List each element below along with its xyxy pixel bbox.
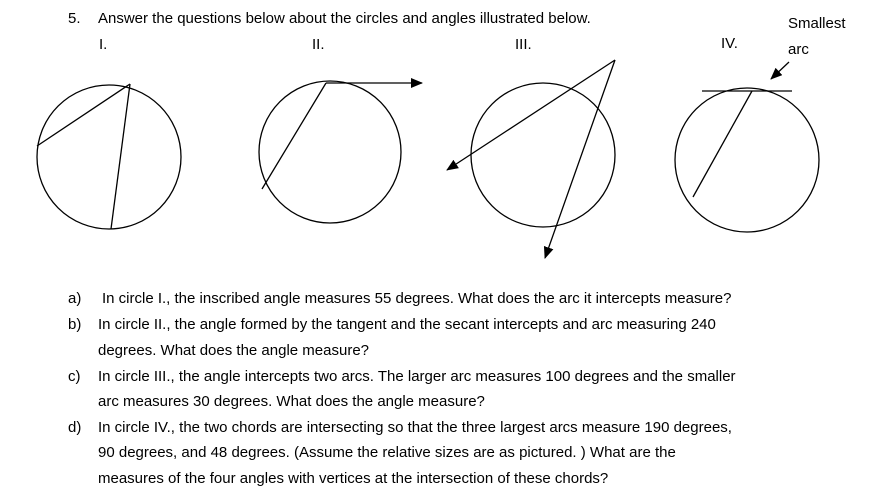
circle-1 — [37, 85, 181, 229]
smallest-arc-pointer — [771, 62, 789, 79]
question-d-line-2: 90 degrees, and 48 degrees. (Assume the relative sizes are as pictured. ) What are the — [98, 444, 676, 461]
circle-1-diagram — [37, 84, 181, 229]
question-b-letter: b) — [68, 316, 82, 333]
problem-number: 5. — [68, 10, 81, 27]
annotation-arc: arc — [788, 41, 809, 58]
circle-3-secant-b — [545, 60, 615, 258]
problem-prompt: Answer the questions below about the circles and angles illustrated below. — [98, 10, 591, 27]
question-d-letter: d) — [68, 419, 82, 436]
circle-2-diagram — [259, 81, 422, 223]
label-circle-3: III. — [515, 36, 532, 53]
question-c-letter: c) — [68, 368, 81, 385]
question-d-line-1: In circle IV., the two chords are intersecting so that the three largest arcs measure 190 degrees, — [98, 419, 732, 436]
circle-1-chord-b — [111, 84, 130, 229]
question-d-line-3: measures of the four angles with vertices at the intersection of these chords? — [98, 470, 609, 487]
circle-3-diagram — [447, 60, 615, 258]
question-a-line-1: In circle I., the inscribed angle measures 55 degrees. What does the arc it intercepts measure? — [102, 290, 732, 307]
label-circle-1: I. — [99, 36, 108, 53]
label-circle-4: IV. — [721, 35, 738, 52]
question-b-line-2: degrees. What does the angle measure? — [98, 342, 370, 359]
circle-4-chord-b — [693, 91, 752, 197]
circle-2-secant — [262, 83, 326, 189]
question-c-line-1: In circle III., the angle intercepts two arcs. The larger arc measures 100 degrees and the smaller — [98, 368, 736, 385]
circle-2 — [259, 81, 401, 223]
annotation-smallest: Smallest — [788, 15, 846, 32]
circle-4 — [675, 88, 819, 232]
label-circle-2: II. — [312, 36, 325, 53]
circle-3 — [471, 83, 615, 227]
circle-4-diagram — [675, 62, 819, 232]
question-a-letter: a) — [68, 290, 82, 307]
question-b-line-1: In circle II., the angle formed by the tangent and the secant intercepts and arc measuring 240 — [98, 316, 716, 333]
question-c-line-2: arc measures 30 degrees. What does the angle measure? — [98, 393, 485, 410]
circle-3-secant-a — [447, 60, 615, 170]
